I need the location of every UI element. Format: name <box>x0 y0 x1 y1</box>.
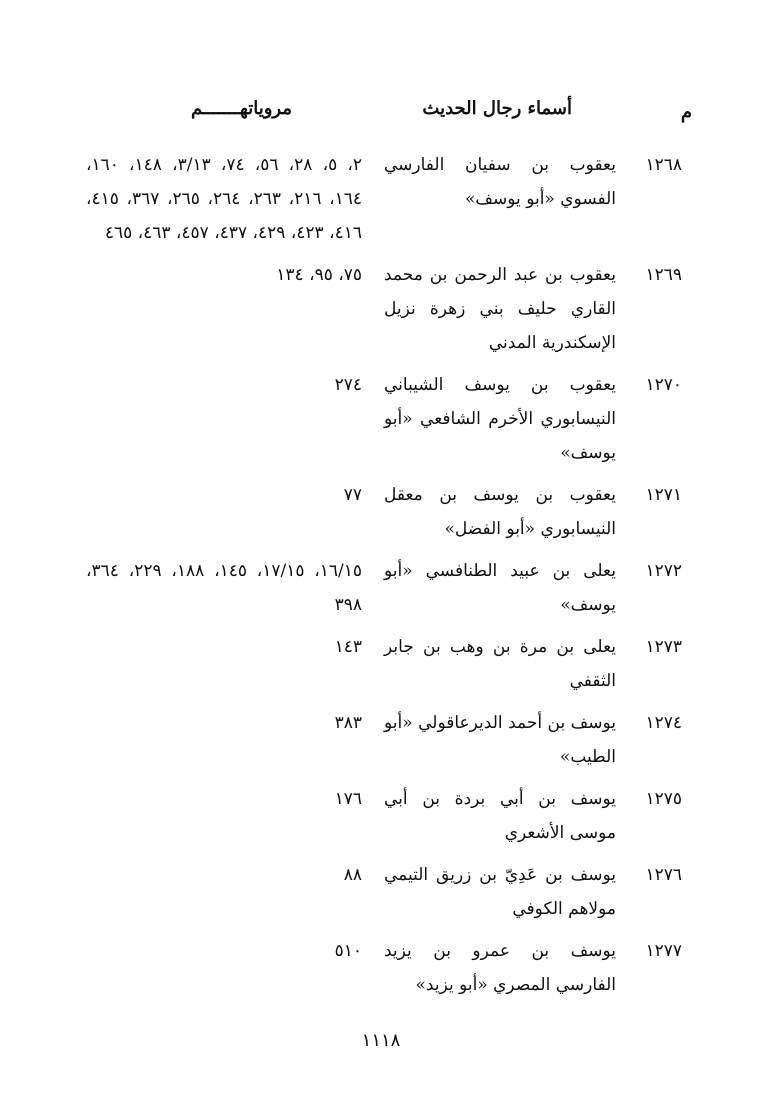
list-item <box>86 554 682 622</box>
table-header <box>70 98 692 134</box>
narration-refs: ٢٧٤ <box>334 375 362 395</box>
narrator-name: يعقوب بن يوسف الشيباني النيسابوري الأخرم الشافعي «أبو يوسف» <box>384 375 616 463</box>
narration-refs: ٥١٠ <box>334 941 362 961</box>
entry-number: ١٢٧٣ <box>645 637 682 657</box>
narration-refs: ١٧٦ <box>334 789 362 809</box>
entry-number: ١٢٧٢ <box>645 561 682 581</box>
narrators-list <box>86 148 682 1010</box>
entry-number: ١٢٦٨ <box>645 155 682 175</box>
list-item <box>86 706 682 774</box>
list-item <box>86 782 682 850</box>
narrator-name: يوسف بن أبي بردة بن أبي موسى الأشعري <box>384 789 616 843</box>
narrator-name: يوسف بن عمرو بن يزيد الفارسي المصري «أبو يزيد» <box>384 941 616 995</box>
entry-number: ١٢٧١ <box>645 485 682 505</box>
entry-number: ١٢٧٧ <box>645 941 682 961</box>
narration-refs: ١٤٣ <box>334 637 362 657</box>
list-item <box>86 630 682 698</box>
page-number: ١١١٨ <box>361 1030 401 1051</box>
narrator-name: يوسف بن أحمد الديرعاقولي «أبو الطيب» <box>384 713 616 767</box>
narrator-name: يوسف بن عَدِيّ بن زريق التيمي مولاهم الكوفي <box>384 865 616 919</box>
narration-refs: ٣٨٣ <box>334 713 362 733</box>
narrator-name: يعلى بن عبيد الطنافسي «أبو يوسف» <box>384 561 616 615</box>
list-item <box>86 148 682 250</box>
narration-refs: ١٦/١٥، ١٧/١٥، ١٤٥، ١٨٨، ٢٢٩، ٣٦٤، ٣٩٨ <box>86 561 363 615</box>
header-name-label: أسماء رجال الحديث <box>422 98 572 119</box>
list-item <box>86 934 682 1002</box>
list-item <box>86 478 682 546</box>
list-item <box>86 368 682 470</box>
entry-number: ١٢٧٦ <box>645 865 682 885</box>
header-number-label: م <box>680 102 692 123</box>
header-narrations-label: مروياتهـــــــم <box>191 98 292 119</box>
entry-number: ١٢٧٥ <box>645 789 682 809</box>
narrator-name: يعقوب بن عبد الرحمن بن محمد القاري حليف بني زهرة نزيل الإسكندرية المدني <box>384 265 616 353</box>
narration-refs: ٢، ٥، ٢٨، ٥٦، ٧٤، ٣/١٣، ١٤٨، ١٦٠، ١٦٤، ٢١٦، ٢٦٣، ٢٦٤، ٢٦٥، ٣٦٧، ٤١٥، ٤١٦، ٤٢٣، ٤٢٩، ٤٣٧، ٤٥٧، ٤٦٣، ٤٦٥ <box>86 155 362 243</box>
narrator-name: يعقوب بن يوسف بن معقل النيسابوري «أبو الفضل» <box>384 485 616 539</box>
narration-refs: ٨٨ <box>343 865 362 885</box>
entry-number: ١٢٦٩ <box>645 265 682 285</box>
list-item <box>86 858 682 926</box>
narration-refs: ٧٥، ٩٥، ١٣٤ <box>276 265 362 285</box>
entry-number: ١٢٧٠ <box>645 375 682 395</box>
narrator-name: يعلى بن مرة بن وهب بن جابر الثقفي <box>384 637 616 691</box>
entry-number: ١٢٧٤ <box>645 713 682 733</box>
list-item <box>86 258 682 360</box>
narrator-name: يعقوب بن سفيان الفارسي الفسوي «أبو يوسف» <box>384 155 616 209</box>
narration-refs: ٧٧ <box>343 485 362 505</box>
